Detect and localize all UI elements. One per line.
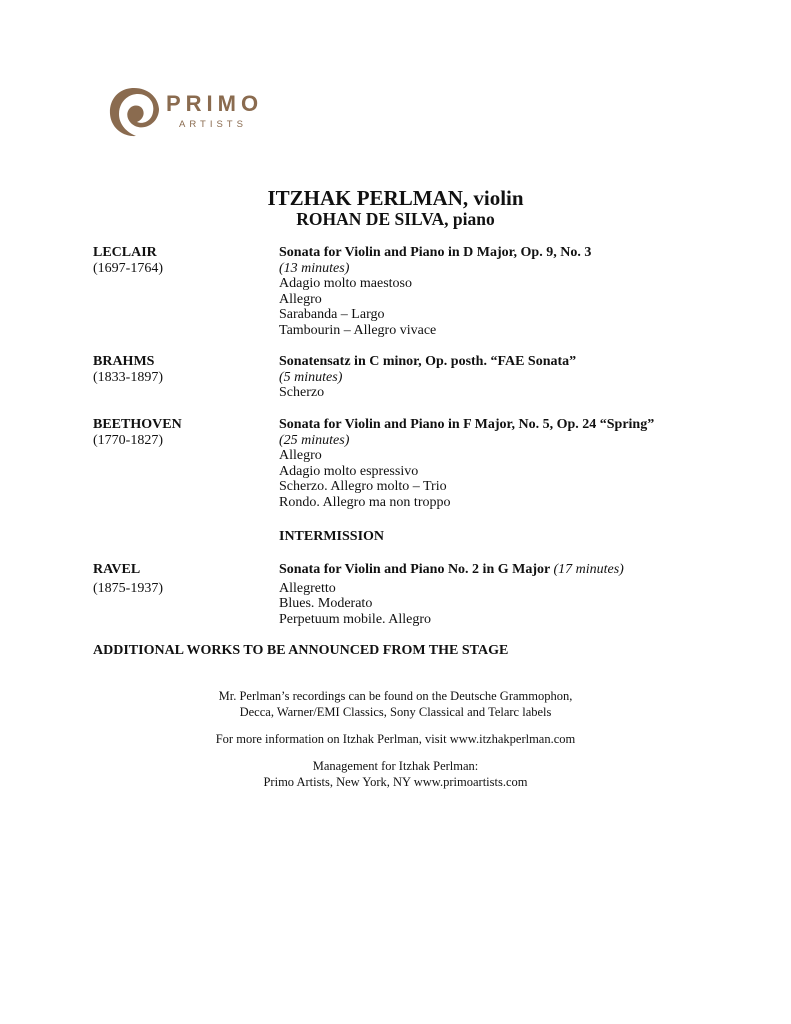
composer-name: LECLAIR <box>93 245 157 260</box>
composer-dates: (1875-1937) <box>93 580 163 596</box>
logo-artists-text: ARTISTS <box>179 119 247 130</box>
movement: Allegro <box>279 448 322 464</box>
work-title: Sonata for Violin and Piano in F Major, No. 5, Op. 24 “Spring” <box>279 417 655 432</box>
recordings-note <box>0 689 791 720</box>
work-duration: (25 minutes) <box>279 432 350 448</box>
management-line: Primo Artists, New York, NY www.primoartists.com <box>263 774 528 789</box>
primo-swirl-icon <box>106 84 162 140</box>
movement: Allegro <box>279 291 322 307</box>
work-title: Sonata for Violin and Piano in D Major, Op. 9, No. 3 <box>279 245 592 260</box>
composer-dates: (1697-1764) <box>93 260 163 276</box>
composer-dates: (1770-1827) <box>93 432 163 448</box>
movement: Tambourin – Allegro vivace <box>279 322 437 338</box>
work-title: Sonatensatz in C minor, Op. posth. “FAE Sonata” <box>279 354 577 369</box>
performer-title: ITZHAK PERLMAN, violin <box>267 186 524 210</box>
movement: Scherzo. Allegro molto – Trio <box>279 479 447 495</box>
composer-name: RAVEL <box>93 562 141 577</box>
movement: Perpetuum mobile. Allegro <box>279 611 432 627</box>
work-duration: (17 minutes) <box>553 562 624 577</box>
composer-name: BRAHMS <box>93 354 155 369</box>
movement: Allegretto <box>279 580 336 596</box>
movement: Adagio molto maestoso <box>279 276 412 292</box>
management-note <box>0 759 791 790</box>
movement: Blues. Moderato <box>279 596 373 612</box>
composer-dates: (1833-1897) <box>93 369 163 385</box>
info-line: For more information on Itzhak Perlman, visit www.itzhakperlman.com <box>215 732 576 746</box>
logo-primo-text: PRIMO <box>166 91 264 116</box>
additional-works-note: ADDITIONAL WORKS TO BE ANNOUNCED FROM THE STAGE <box>93 643 509 658</box>
work-duration: (13 minutes) <box>279 260 350 276</box>
recordings-line: Decca, Warner/EMI Classics, Sony Classical and Telarc labels <box>239 704 552 719</box>
recordings-line: Mr. Perlman’s recordings can be found on the Deutsche Grammophon, <box>218 689 573 703</box>
movement: Rondo. Allegro ma non troppo <box>279 494 451 510</box>
movement: Adagio molto espressivo <box>279 463 419 479</box>
management-line: Management for Itzhak Perlman: <box>312 759 479 773</box>
performer-subtitle: ROHAN DE SILVA, piano <box>296 209 495 229</box>
intermission-label: INTERMISSION <box>279 529 385 544</box>
work-title: Sonata for Violin and Piano No. 2 in G Major <box>279 562 550 577</box>
work-duration: (5 minutes) <box>279 369 343 385</box>
movement: Sarabanda – Largo <box>279 307 385 323</box>
composer-name: BEETHOVEN <box>93 417 182 432</box>
primo-artists-logo <box>106 84 276 140</box>
movement: Scherzo <box>279 385 325 401</box>
info-note <box>0 732 791 748</box>
